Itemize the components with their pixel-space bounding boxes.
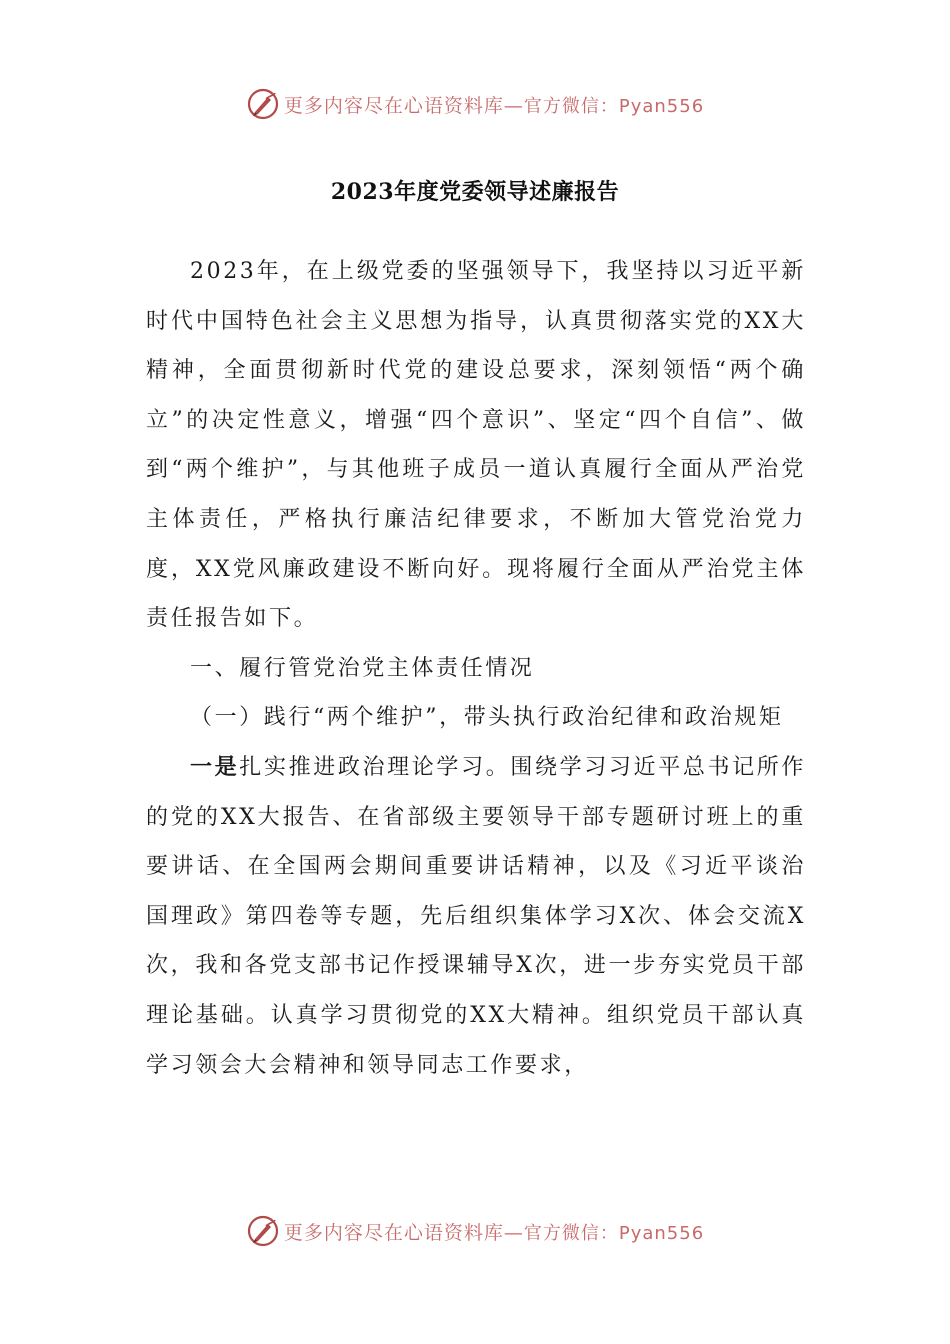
watermark-text-b: 官方微信：Pyan556 [523,1222,705,1244]
document-body [146,247,806,1090]
section-heading-text: 一、履行管党治党主体责任情况 [190,655,535,681]
watermark-text-b: 官方微信：Pyan556 [523,95,705,117]
pen-circle-icon [246,1214,280,1248]
section-heading [146,644,806,694]
paragraph [146,247,806,644]
paragraph-text: 2023年，在上级党委的坚强领导下，我坚持以习近平新时代中国特色社会主义思想为指导，认真贯彻落实党的XX大精神，全面贯彻新时代党的建设总要求，深刻领悟“两个确立”的决定性意义，增强“四个意识”、坚定“四个自信”、做到“两个维护”，与其他班子成员一道认真履行全面从严治党主体责任，严格执行廉洁纪律要求，不断加大管党治党力度，XX党风廉政建设不断向好。现将履行全面从严治党主体责任报告如下。 [146,259,806,632]
paragraph-lead: 一是 [190,753,240,780]
watermark-text-a: 更多内容尽在心语资料库— [283,1221,524,1244]
paragraph [146,743,806,1090]
watermark-text-a: 更多内容尽在心语资料库— [283,94,524,117]
pen-circle-icon [246,87,280,121]
watermark-text [284,91,704,118]
subsection-heading-text: （一）践行“两个维护”，带头执行政治纪律和政治规矩 [190,705,784,731]
footer-watermark [0,1211,950,1251]
subsection-heading [146,693,806,743]
watermark-text [284,1218,704,1245]
document-title: 2023年度党委领导述廉报告 [330,179,620,205]
header-watermark [0,84,950,124]
paragraph-text: 扎实推进政治理论学习。围绕学习习近平总书记所作的党的XX大报告、在省部级主要领导干部专题研讨班上的重要讲话、在全国两会期间重要讲话精神，以及《习近平谈治国理政》第四卷等专题，先后组织集体学习X次、体会交流X次，我和各党支部书记作授课辅导X次，进一步夯实党员干部理论基础。认真学习贯彻党的XX大精神。组织党员干部认真学习领会大会精神和领导同志工作要求， [146,754,807,1078]
